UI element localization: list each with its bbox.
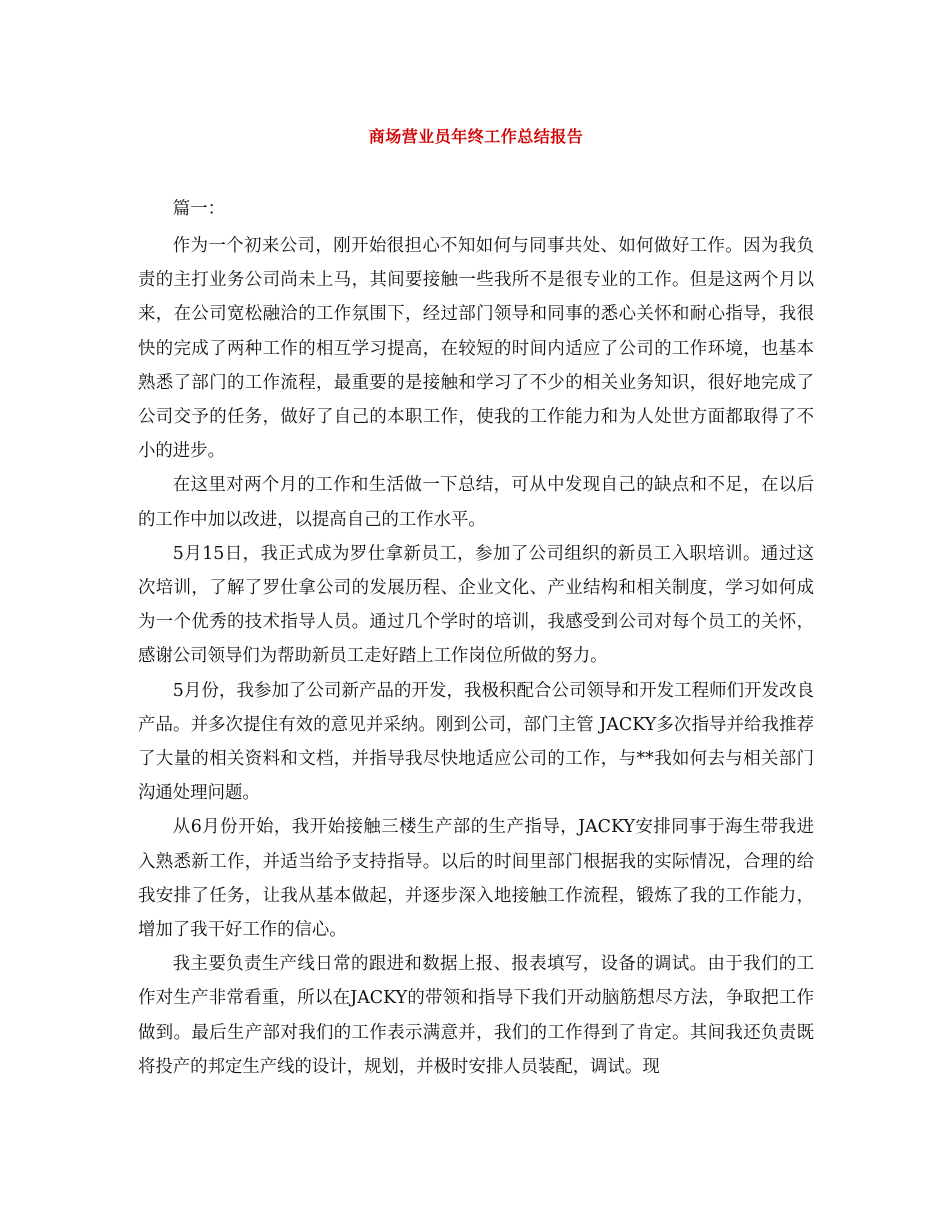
paragraph: 我主要负责生产线日常的跟进和数据上报、报表填写，设备的调试。由于我们的工作对生产非常看重，所以在JACKY的带领和指导下我们开动脑筋想尽方法，争取把工作做到。最后生产部对我们的工作表示满意并，我们的工作得到了肯定。其间我还负责既将投产的邦定生产线的设计，规划，并极时安排人员装配，调试。现 xyxy=(138,954,814,1077)
paragraph: 5月15日，我正式成为罗仕拿新员工，参加了公司组织的新员工入职培训。通过这次培训，了解了罗仕拿公司的发展历程、企业文化、产业结构和相关制度，学习如何成为一个优秀的技术指导人员。通过几个学时的培训，我感受到公司对每个员工的关怀，感谢公司领导们为帮助新员工走好踏上工作岗位所做的努力。 xyxy=(138,543,814,667)
paragraph: 从6月份开始，我开始接触三楼生产部的生产指导，JACKY安排同事于海生带我进入熟悉新工作，并适当给予支持指导。以后的时间里部门根据我的实际情况，合理的给我安排了任务，让我从基本做起，并逐步深入地接触工作流程，锻炼了我的工作能力，增加了我干好工作的信心。 xyxy=(138,817,814,941)
paragraph: 作为一个初来公司，刚开始很担心不知如何与同事共处、如何做好工作。因为我负责的主打业务公司尚未上马，其间要接触一些我所不是很专业的工作。但是这两个月以来，在公司宽松融洽的工作氛围下，经过部门领导和同事的悉心关怀和耐心指导，我很快的完成了两种工作的相互学习提高，在较短的时间内适应了公司的工作环境，也基本熟悉了部门的工作流程，最重要的是接触和学习了不少的相关业务知识，很好地完成了公司交予的任务，做好了自己的本职工作，使我的工作能力和为人处世方面都取得了不小的进步。 xyxy=(138,236,814,462)
document-title: 商场营业员年终工作总结报告 xyxy=(368,127,584,146)
document-body xyxy=(138,195,814,1084)
section-label: 篇一： xyxy=(172,199,225,219)
paragraph: 5月份，我参加了公司新产品的开发，我极积配合公司领导和开发工程师们开发改良产品。并多次提住有效的意见并采纳。刚到公司，部门主管 JACKY多次指导并给我推荐了大量的相关资料和文档，并指导我尽快地适应公司的工作，与**我如何去与相关部门沟通处理问题。 xyxy=(138,680,814,804)
paragraph: 在这里对两个月的工作和生活做一下总结，可从中发现自己的缺点和不足，在以后的工作中加以改进，以提高自己的工作水平。 xyxy=(138,475,814,530)
